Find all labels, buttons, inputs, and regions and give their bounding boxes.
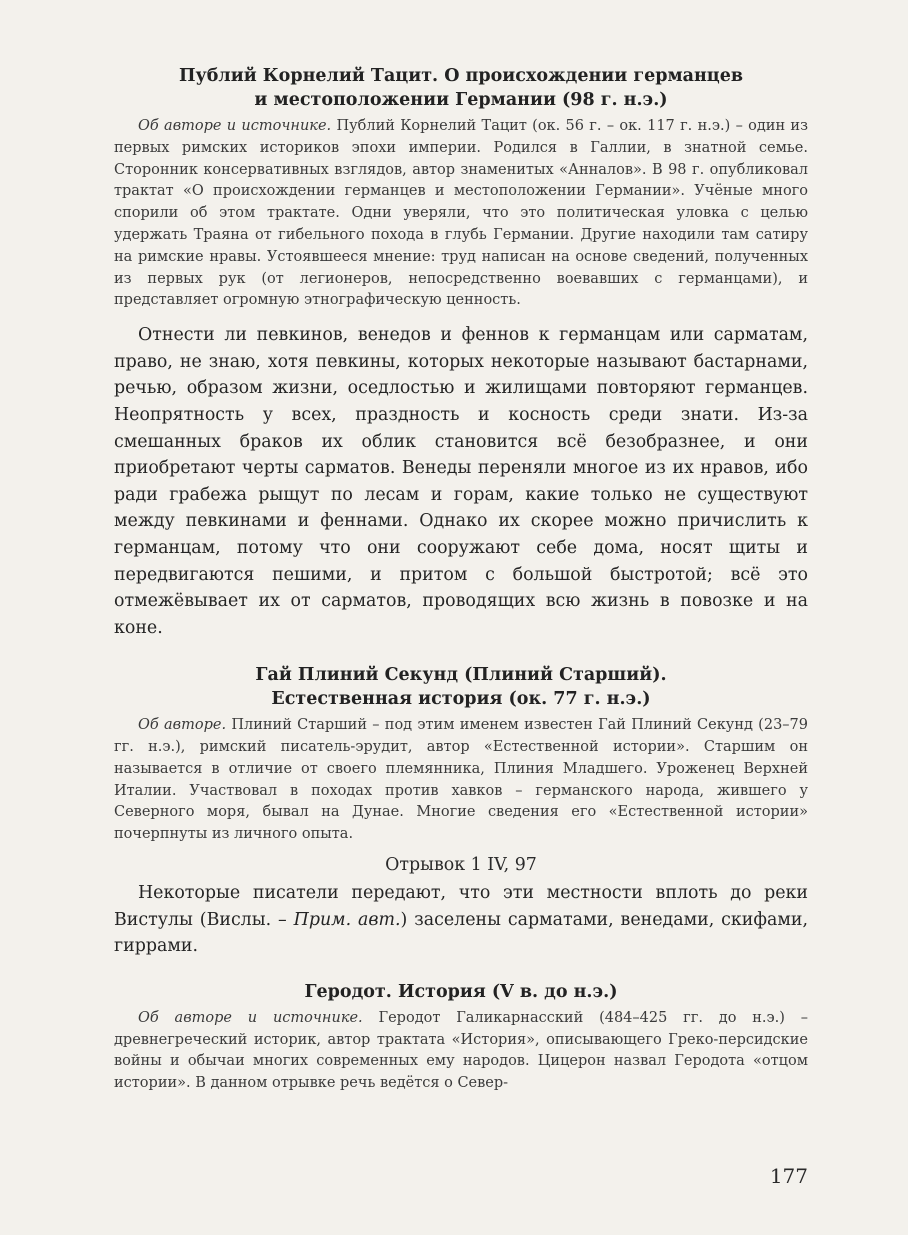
note-text: Публий Корнелий Тацит (ок. 56 г. – ок. 117 г. н.э.) – один из первых римских историков эпохи империи. Родился в Галлии, в знатной семье. Сторонник консервативных взглядов, автор знаменитых «Анналов». В 98 г. опубликовал трактат «О происхождении германцев и местоположении Германии». Учёные много спорили об этом трактате. Одни уверяли, что это политическая уловка с целью удержать Траяна от гибельного похода в глубь Германии. Другие находили там сатиру на римские нравы. Устоявшееся мнение: труд написан на основе сведений, полученных из первых рук (от легионеров, непосредственно воевавших с германцами), и представляет огромную этнографическую ценность. [114, 118, 808, 309]
section-herodotus [114, 980, 808, 1095]
section-tacitus [114, 64, 808, 641]
author-note [114, 715, 808, 846]
author-note [114, 1008, 808, 1095]
fragment-heading: Отрывок 1 IV, 97 [385, 855, 537, 876]
section-title [114, 980, 808, 1004]
section-title [114, 663, 808, 711]
note-lead: Об авторе и источнике. [138, 118, 332, 134]
section-title [114, 64, 808, 112]
note-lead: Об авторе. [138, 717, 227, 734]
title-line-1: Публий Корнелий Тацит. О происхождении германцев [178, 66, 744, 86]
author-note [114, 116, 808, 312]
title-line-2: Естественная история (ок. 77 г. н.э.) [271, 689, 651, 710]
page-content [114, 64, 808, 1095]
title-line-1: Геродот. История (V в. до н.э.) [304, 981, 618, 1002]
note-text: Плиний Старший – под этим именем известен Гай Плиний Секунд (23–79 гг. н.э.), римский писатель-эрудит, автор «Естественной истории». Старшим он называется в отличие от своего племянника, Плиния Младшего. Уроженец Верхней Италии. Участвовал в походах против хавков – германского народа, жившего у Северного моря, бывал на Дунае. Многие сведения его «Естественной истории» почерпнуты из личного опыта. [114, 717, 808, 843]
note-lead: Об авторе и источнике. [138, 1009, 363, 1026]
page-number: 177 [769, 1164, 808, 1188]
text-italic-note: Прим. авт. [293, 909, 401, 930]
section-pliny [114, 663, 808, 960]
title-line-2: и местоположении Германии (98 г. н.э.) [254, 90, 668, 110]
title-line-1: Гай Плиний Секунд (Плиний Старший). [255, 665, 667, 686]
note-text: Геродот Галикарнасский (484–425 гг. до н.э.) – древнегреческий историк, автор трактата «История», описывающего Греко-персидские войны и обычаи многих современных ему народов. Цицерон назвал Геродота «отцом истории». В данном отрывке речь ведётся о Север- [114, 1009, 808, 1092]
source-text [114, 880, 808, 960]
text-after: ) заселены сарматами, венедами, скифами, гиррами. [114, 909, 808, 957]
text-before: Некоторые писатели передают, что эти местности вплоть до реки Вистулы (Вислы. – [114, 883, 808, 930]
source-text: Отнести ли певкинов, венедов и феннов к германцам или сарматам, право, не знаю, хотя певкины, которых некоторые называют бастарнами, речью, образом жизни, оседлостью и жилищами повторяют германцев. Неопрятность у всех, праздность и косность среди знати. Из-за смешанных браков их облик становится всё безобразнее, и они приобретают черты сарматов. Венеды переняли многое из их нравов, ибо ради грабежа рыщут по лесам и горам, какие только не существуют между певкинами и феннами. Однако их скорее можно причислить к германцам, потому что они сооружают себе дома, носят щиты и передвигаются пешими, и притом с большой быстротой; всё это отмежёвывает их от сарматов, проводящих всю жизнь в повозке и на коне. [114, 325, 808, 638]
